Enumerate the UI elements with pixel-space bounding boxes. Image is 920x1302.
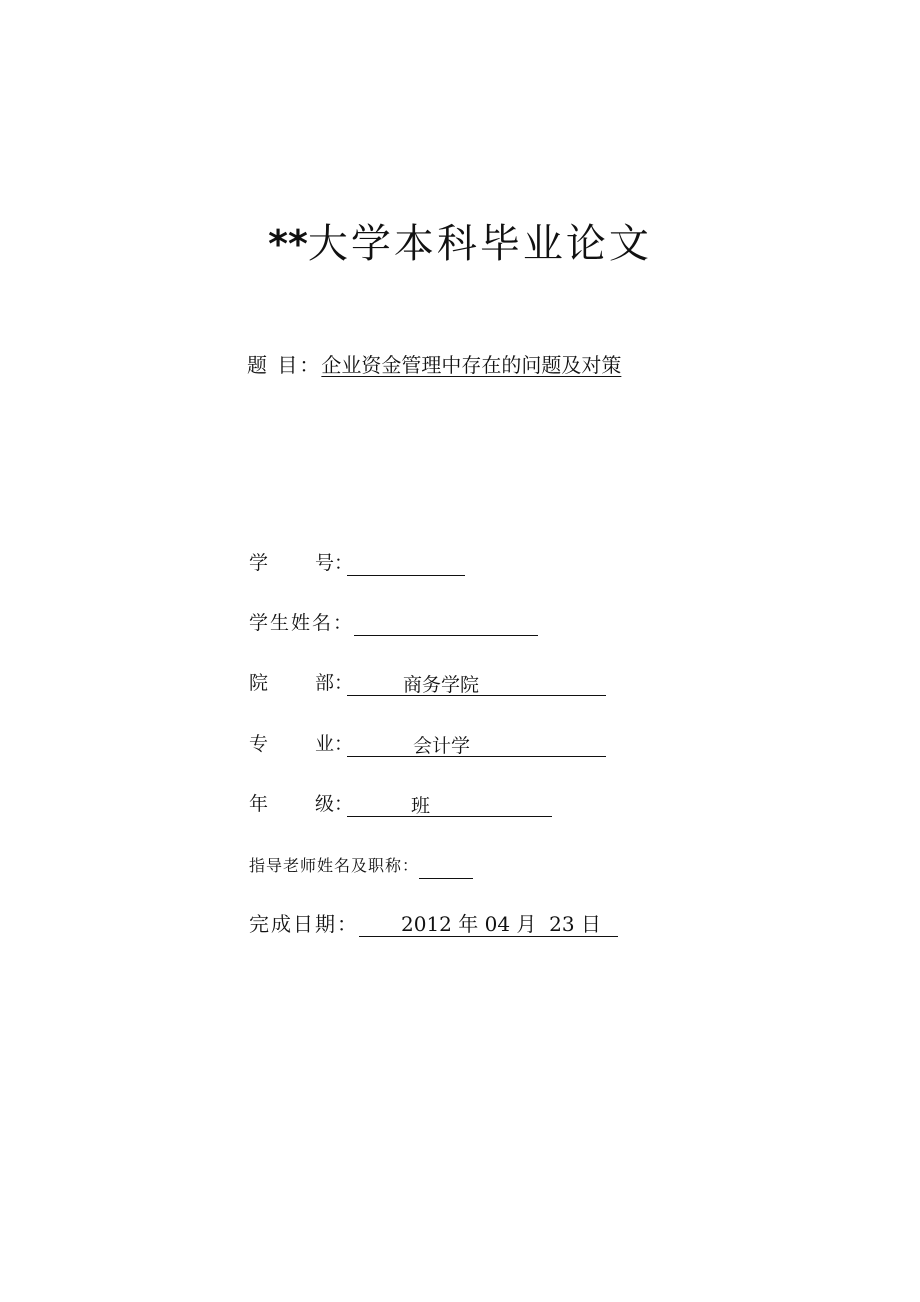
completion-date-value: 2012 年 04 月 23 日 [401, 912, 601, 936]
title-stars: ** [268, 222, 308, 266]
field-department [249, 670, 606, 696]
department-label: 院 部： [249, 672, 354, 694]
department-blank[interactable] [347, 672, 606, 696]
grade-blank[interactable] [347, 793, 552, 817]
student-id-label: 学 号： [249, 552, 354, 574]
student-name-blank[interactable] [354, 612, 538, 636]
title-text: 大学本科毕业论文 [307, 221, 652, 267]
field-major [249, 731, 606, 757]
field-grade [249, 791, 552, 817]
topic-row [247, 350, 621, 380]
student-id-blank[interactable] [347, 552, 465, 576]
field-student-name [249, 610, 538, 636]
advisor-blank[interactable] [419, 857, 473, 879]
field-advisor [249, 853, 473, 879]
topic-label: 题 目： [247, 353, 322, 377]
major-value: 会计学 [413, 735, 471, 757]
department-value: 商务学院 [403, 674, 480, 696]
topic-value: 企业资金管理中存在的问题及对策 [321, 353, 622, 377]
thesis-title [0, 218, 920, 270]
completion-date-label: 完成日期： [249, 912, 359, 936]
student-name-label: 学生姓名： [249, 612, 355, 634]
field-student-id [249, 550, 465, 576]
major-label: 专 业： [249, 733, 354, 755]
completion-date-blank[interactable] [359, 911, 618, 937]
field-completion-date [249, 911, 618, 937]
major-blank[interactable] [347, 733, 606, 757]
grade-value: 班 [411, 795, 431, 817]
grade-label: 年 级： [249, 793, 354, 815]
advisor-label: 指导老师姓名及职称： [249, 856, 420, 875]
